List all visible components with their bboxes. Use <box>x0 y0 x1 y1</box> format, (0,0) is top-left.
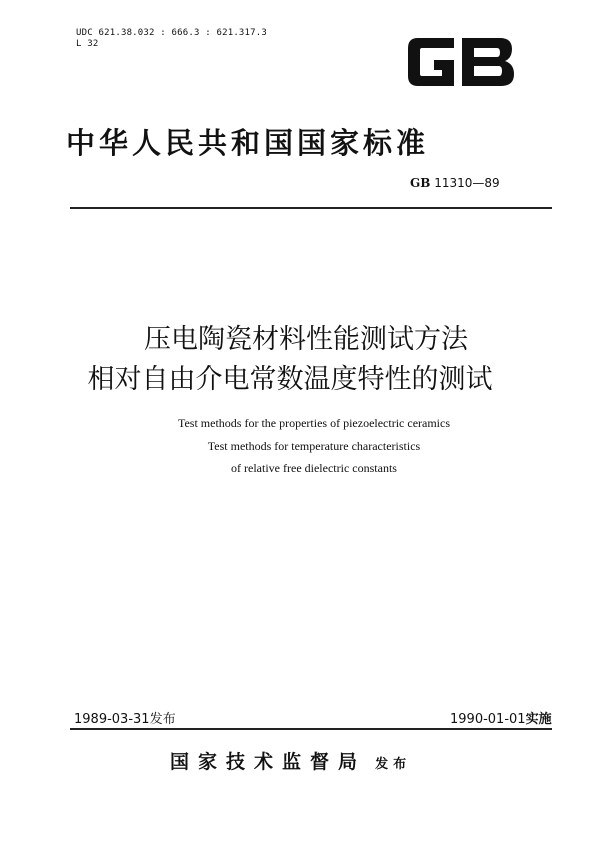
udc-classification <box>76 28 267 50</box>
chinese-title-line-2: 相对自由介电常数温度特性的测试 <box>87 364 493 395</box>
standard-number <box>410 176 500 190</box>
publisher-action: 发布 <box>375 757 412 772</box>
effective-date-value: 1990-01-01 <box>450 712 526 727</box>
national-standard-title: 中华人民共和国国家标准 <box>66 126 430 160</box>
udc-code: UDC 621.38.032 : 666.3 : 621.317.3 <box>76 28 268 38</box>
chinese-title-line-1: 压电陶瓷材料性能测试方法 <box>144 324 468 355</box>
standard-code: 11310—89 <box>434 176 500 190</box>
english-title-line-1: Test methods for the properties of piezoelectric ceramics <box>177 416 451 430</box>
gb-logo <box>404 34 518 90</box>
bottom-divider <box>70 728 552 730</box>
effective-date <box>450 708 552 727</box>
top-divider <box>70 207 552 209</box>
effective-label: 实施 <box>525 712 552 727</box>
issued-date-value: 1989-03-31 <box>74 712 150 727</box>
class-code: L 32 <box>76 39 99 49</box>
english-title-line-2: Test methods for temperature characteristics <box>207 439 421 453</box>
publisher-name: 国家技术监督局 <box>170 751 367 773</box>
issued-date <box>74 708 176 727</box>
standard-prefix: GB <box>410 176 431 190</box>
publisher <box>170 747 411 774</box>
english-title-line-3: of relative free dielectric constants <box>231 461 397 475</box>
issued-label: 发布 <box>149 712 176 727</box>
